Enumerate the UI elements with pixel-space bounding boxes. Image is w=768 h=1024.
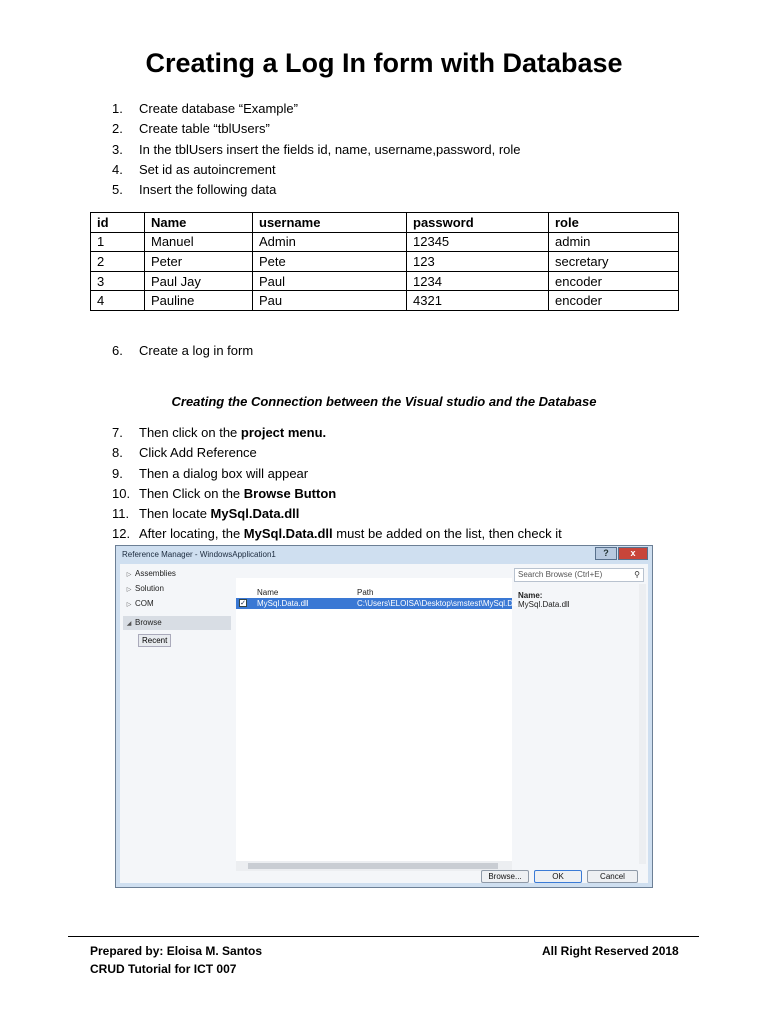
step-text: Then locate — [139, 506, 211, 522]
list-item — [112, 119, 521, 139]
ok-button[interactable]: OK — [534, 870, 582, 883]
footer-prepared-by: Prepared by: Eloisa M. Santos — [90, 944, 263, 958]
step-text: After locating, the — [139, 526, 244, 542]
table-cell: Paul — [253, 271, 407, 291]
reference-checkbox[interactable]: ✓ — [240, 600, 246, 607]
reference-list — [236, 578, 535, 861]
table-cell: 12345 — [407, 232, 549, 252]
footer-rights: All Right Reserved 2018 — [542, 944, 679, 958]
table-cell: 123 — [407, 252, 549, 272]
table-cell: Paul Jay — [145, 271, 253, 291]
column-header: id — [91, 213, 145, 233]
list-item — [112, 140, 521, 160]
reference-path: C:\Users\ELOISA\Desktop\smstest\MySql.Data.dll — [357, 599, 535, 608]
step-number: 8. — [112, 445, 123, 461]
step-number: 11. — [112, 506, 130, 522]
nav-item-assemblies[interactable] — [123, 567, 231, 581]
column-header: Name — [145, 213, 253, 233]
search-input[interactable] — [514, 568, 644, 582]
step-text: Insert the following data — [139, 182, 277, 198]
close-button[interactable]: x — [618, 547, 648, 560]
table-row — [91, 291, 679, 311]
users-table — [90, 212, 679, 311]
column-header: username — [253, 213, 407, 233]
section-heading: Creating the Connection between the Visual studio and the Database — [171, 394, 597, 409]
footer-divider — [68, 936, 699, 937]
table-cell: secretary — [549, 252, 679, 272]
expand-arrow-icon[interactable]: ▷ — [126, 602, 132, 608]
nav-item-solution[interactable] — [123, 582, 231, 596]
step-number: 7. — [112, 425, 123, 440]
nav-item-browse[interactable] — [123, 616, 231, 630]
step-number: 4. — [112, 161, 123, 177]
step-number: 1. — [112, 101, 123, 116]
list-item — [112, 443, 562, 463]
table-cell: Pete — [253, 252, 407, 272]
table-header-row — [91, 213, 679, 233]
list-item — [112, 484, 562, 504]
vertical-scrollbar[interactable] — [639, 584, 646, 864]
step-number: 5. — [112, 182, 123, 198]
step-text-bold: MySql.Data.dll — [210, 506, 300, 522]
list-item[interactable] — [236, 598, 535, 609]
reference-name: MySql.Data.dll — [257, 599, 309, 608]
table-cell: Manuel — [145, 232, 253, 252]
table-row — [91, 252, 679, 272]
step-number: 6. — [112, 343, 123, 358]
step-text: Then click on the — [139, 425, 241, 440]
nav-item-com[interactable] — [123, 597, 231, 611]
table-row — [91, 232, 679, 252]
scrollbar-thumb[interactable] — [248, 863, 498, 869]
step-text: In the tblUsers insert the fields id, name, username,password, role — [139, 141, 521, 157]
step-number: 12. — [112, 526, 131, 542]
step-text: Then a dialog box will appear — [139, 465, 309, 481]
table-cell: Admin — [253, 232, 407, 252]
step-text: must be added on the list, then check it — [332, 526, 562, 542]
help-button[interactable]: ? — [595, 547, 617, 560]
expand-arrow-icon[interactable]: ◢ — [126, 621, 132, 627]
expand-arrow-icon[interactable]: ▷ — [126, 572, 132, 578]
step-text: Create database “Example” — [139, 101, 298, 116]
detail-label: Name: — [518, 591, 543, 600]
step-text: Then Click on the — [139, 485, 244, 501]
dialog-client — [120, 564, 648, 883]
nav-item-label: Browse — [135, 618, 162, 627]
list-item — [112, 180, 521, 200]
detail-pane — [518, 591, 570, 609]
steps-list-connection — [112, 423, 562, 545]
footer-course: CRUD Tutorial for ICT 007 — [90, 962, 237, 976]
nav-panel — [120, 564, 232, 864]
list-item — [112, 160, 521, 180]
dialog-titlebar[interactable] — [116, 546, 652, 564]
table-cell: Pau — [253, 291, 407, 311]
reference-manager-dialog — [115, 545, 653, 888]
step-number: 2. — [112, 121, 123, 137]
table-cell: 4 — [91, 291, 145, 311]
step-text: Create a log in form — [139, 343, 254, 358]
expand-arrow-icon[interactable]: ▷ — [126, 587, 132, 593]
search-placeholder: Search Browse (Ctrl+E) — [518, 570, 603, 579]
list-item — [112, 504, 562, 524]
table-row — [91, 271, 679, 291]
page-title: Creating a Log In form with Database — [145, 48, 623, 78]
nav-item-label: Solution — [135, 584, 164, 593]
nav-item-label: Assemblies — [135, 569, 176, 578]
table-cell: Pauline — [145, 291, 253, 311]
column-header-path[interactable]: Path — [357, 588, 374, 597]
browse-button[interactable]: Browse... — [481, 870, 529, 883]
step-number: 9. — [112, 465, 123, 481]
column-header-name[interactable]: Name — [257, 588, 279, 597]
list-item — [112, 464, 562, 484]
table-cell: 2 — [91, 252, 145, 272]
table-cell: Peter — [145, 252, 253, 272]
step-number: 10. — [112, 485, 131, 501]
step-text: Click Add Reference — [139, 445, 257, 461]
step-text-bold: Browse Button — [243, 485, 337, 501]
column-header: password — [407, 213, 549, 233]
dialog-title: Reference Manager - WindowsApplication1 — [122, 550, 276, 559]
table-cell: 1234 — [407, 271, 549, 291]
step-text: Create table “tblUsers” — [139, 121, 270, 137]
table-cell: encoder — [549, 271, 679, 291]
table-cell: 1 — [91, 232, 145, 252]
step-number: 3. — [112, 141, 123, 157]
recent-item[interactable]: Recent — [138, 634, 171, 647]
horizontal-scrollbar[interactable] — [236, 861, 512, 871]
step-text-bold: MySql.Data.dll — [243, 526, 333, 542]
list-item — [112, 423, 562, 443]
list-item — [112, 99, 521, 119]
table-cell: admin — [549, 232, 679, 252]
step-text-bold: project menu. — [240, 425, 327, 440]
list-item — [112, 341, 253, 361]
nav-item-label: COM — [135, 599, 154, 608]
steps-list-setup — [112, 99, 521, 200]
table-cell: encoder — [549, 291, 679, 311]
search-icon[interactable]: ⚲ — [634, 570, 640, 579]
detail-value: MySql.Data.dll — [518, 600, 570, 609]
column-header: role — [549, 213, 679, 233]
list-item — [112, 524, 562, 544]
cancel-button[interactable]: Cancel — [587, 870, 638, 883]
table-cell: 4321 — [407, 291, 549, 311]
table-cell: 3 — [91, 271, 145, 291]
steps-list-form — [112, 341, 253, 361]
step-text: Set id as autoincrement — [139, 161, 276, 177]
